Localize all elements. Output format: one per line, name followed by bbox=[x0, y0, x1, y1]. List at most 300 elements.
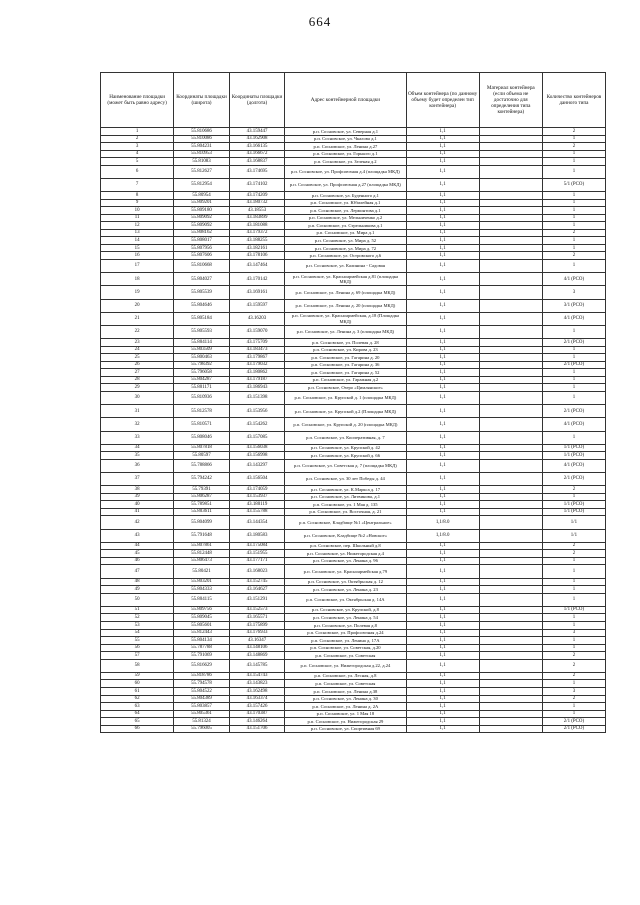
table-row bbox=[101, 260, 606, 273]
cell-volume: 1,1 bbox=[406, 493, 479, 501]
cell-count: 1/1 (РСО) bbox=[542, 508, 605, 516]
cell-count: 1/1 (РСО) bbox=[542, 501, 605, 509]
cell-address: р.п. Сосновское, ул. Мира д. 52 bbox=[285, 237, 406, 245]
cell-site-name: 52 bbox=[101, 614, 174, 622]
cell-longitude: 43.156998 bbox=[229, 452, 285, 460]
table-row bbox=[101, 273, 606, 286]
table-row bbox=[101, 158, 606, 166]
cell-address: р.п. Сосновское, ул. Ленина д. 17А bbox=[285, 637, 406, 645]
cell-volume: 1,1 bbox=[406, 501, 479, 509]
cell-latitude: 55.79391 bbox=[174, 486, 230, 494]
cell-longitude: 43.153956 bbox=[229, 405, 285, 418]
cell-site-name: 50 bbox=[101, 593, 174, 606]
cell-volume: 1,1 bbox=[406, 252, 479, 260]
cell-longitude: 43.151291 bbox=[229, 593, 285, 606]
cell-volume: 1,1 bbox=[406, 565, 479, 578]
cell-address: р.п. Сосновское, ул. Советская, д.20 bbox=[285, 644, 406, 652]
cell-latitude: 55.808046 bbox=[174, 431, 230, 444]
cell-site-name: 49 bbox=[101, 586, 174, 594]
cell-site-name: 31 bbox=[101, 405, 174, 418]
cell-volume: 1,1 bbox=[406, 444, 479, 452]
table-row bbox=[101, 550, 606, 558]
cell-volume: 1,1 bbox=[406, 486, 479, 494]
cell-volume: 1,1 bbox=[406, 557, 479, 565]
cell-site-name: 65 bbox=[101, 718, 174, 726]
cell-count: 4/1 (РСО) bbox=[542, 312, 605, 325]
cell-volume: 1,1 bbox=[406, 192, 479, 200]
cell-count: 1 bbox=[542, 557, 605, 565]
cell-site-name: 6 bbox=[101, 165, 174, 178]
cell-latitude: 55.804646 bbox=[174, 299, 230, 312]
cell-latitude: 55.803201 bbox=[174, 578, 230, 586]
cell-count: 2 bbox=[542, 143, 605, 151]
cell-address: р.п. Сосновское, ул. Чкалова д.1 bbox=[285, 135, 406, 143]
cell-address: р.п. Сосновское, ул. Красноармейская д.79 bbox=[285, 565, 406, 578]
cell-site-name: 10 bbox=[101, 207, 174, 215]
cell-longitude: 43.175899 bbox=[229, 621, 285, 629]
cell-material bbox=[479, 652, 542, 660]
table-row bbox=[101, 405, 606, 418]
cell-site-name: 53 bbox=[101, 621, 174, 629]
table-row bbox=[101, 376, 606, 384]
cell-volume: 1,1 bbox=[406, 606, 479, 614]
cell-site-name: 63 bbox=[101, 703, 174, 711]
cell-volume: 1,1 bbox=[406, 710, 479, 718]
table-row bbox=[101, 493, 606, 501]
cell-volume: 1,1 bbox=[406, 260, 479, 273]
cell-address: р.п. Сосновское, ул. Ленина д. 3 (площадка МКД) bbox=[285, 325, 406, 338]
cell-volume: 1,1 bbox=[406, 578, 479, 586]
cell-site-name: 24 bbox=[101, 346, 174, 354]
table-row bbox=[101, 629, 606, 637]
cell-site-name: 14 bbox=[101, 237, 174, 245]
table-row bbox=[101, 718, 606, 726]
cell-site-name: 56 bbox=[101, 644, 174, 652]
cell-address: р.п. Сосновское, пер. Школьный д.8 bbox=[285, 542, 406, 550]
cell-material bbox=[479, 260, 542, 273]
cell-longitude: 43.179032 bbox=[229, 361, 285, 369]
cell-latitude: 55.805361 bbox=[174, 710, 230, 718]
table-body bbox=[101, 128, 606, 733]
cell-material bbox=[479, 165, 542, 178]
cell-address: р.п. Сосновское, ул. Кооперативная, д. 7 bbox=[285, 431, 406, 444]
table-row bbox=[101, 614, 606, 622]
cell-latitude: 55.810668 bbox=[174, 260, 230, 273]
cell-material bbox=[479, 325, 542, 338]
cell-volume: 1,1 bbox=[406, 637, 479, 645]
cell-address: р.п. Сосновское, ул. Лермонтова д.1 bbox=[285, 207, 406, 215]
cell-latitude: 55.81324 bbox=[174, 718, 230, 726]
cell-volume: 1,1 bbox=[406, 659, 479, 672]
cell-volume: 1,1 bbox=[406, 128, 479, 136]
cell-longitude: 43.170387 bbox=[229, 710, 285, 718]
cell-count: 1 bbox=[542, 135, 605, 143]
cell-count: 4/1 (РСО) bbox=[542, 273, 605, 286]
table-row bbox=[101, 672, 606, 680]
cell-count: 3/1 (РСО) bbox=[542, 299, 605, 312]
cell-latitude: 55.812443 bbox=[174, 629, 230, 637]
cell-volume: 1,1 bbox=[406, 586, 479, 594]
cell-site-name: 33 bbox=[101, 431, 174, 444]
cell-longitude: 43.159447 bbox=[229, 128, 285, 136]
header-address: Адрес контейнерной площадки bbox=[285, 73, 406, 128]
cell-count: 2 bbox=[542, 252, 605, 260]
cell-volume: 1,1 bbox=[406, 376, 479, 384]
cell-volume: 1,1 bbox=[406, 652, 479, 660]
table-row bbox=[101, 214, 606, 222]
cell-address: р.п. Сосновское, ул. Калинина - Садовая bbox=[285, 260, 406, 273]
cell-site-name: 66 bbox=[101, 725, 174, 733]
cell-latitude: 55.794242 bbox=[174, 473, 230, 486]
cell-volume: 1,1 bbox=[406, 229, 479, 237]
cell-address: р.п. Сосновское, ул. Нижегородская 29 bbox=[285, 718, 406, 726]
cell-count: 1/1 bbox=[542, 529, 605, 542]
cell-longitude: 43.181088 bbox=[229, 222, 285, 230]
cell-latitude: 55.806473 bbox=[174, 557, 230, 565]
cell-volume: 1,1 bbox=[406, 312, 479, 325]
cell-count: 2 bbox=[542, 486, 605, 494]
cell-material bbox=[479, 473, 542, 486]
cell-latitude: 55.805601 bbox=[174, 621, 230, 629]
cell-latitude: 55.787788 bbox=[174, 644, 230, 652]
table-row bbox=[101, 286, 606, 299]
cell-material bbox=[479, 672, 542, 680]
table-row bbox=[101, 687, 606, 695]
cell-material bbox=[479, 312, 542, 325]
table-row bbox=[101, 452, 606, 460]
cell-material bbox=[479, 493, 542, 501]
cell-address: р.п. Сосновское, ул. Мира д.1 bbox=[285, 229, 406, 237]
cell-address: р.п. Сосновское, ул. Ленина д.27 bbox=[285, 143, 406, 151]
cell-volume: 1,1 bbox=[406, 346, 479, 354]
cell-volume: 1,1/8.0 bbox=[406, 529, 479, 542]
cell-material bbox=[479, 354, 542, 362]
cell-count: 1 bbox=[542, 644, 605, 652]
cell-site-name: 23 bbox=[101, 339, 174, 347]
table-row bbox=[101, 199, 606, 207]
cell-latitude: 55.804134 bbox=[174, 637, 230, 645]
cell-address: р.п. Сосновское, ул. Северная д.1 bbox=[285, 128, 406, 136]
cell-material bbox=[479, 695, 542, 703]
cell-count: 1 bbox=[542, 586, 605, 594]
cell-longitude: 43.159070 bbox=[229, 325, 285, 338]
cell-count: 1/1 bbox=[542, 516, 605, 529]
cell-count: 5/1 (РСО) bbox=[542, 178, 605, 191]
cell-count: 2/1 (РСО) bbox=[542, 361, 605, 369]
table-row bbox=[101, 578, 606, 586]
cell-material bbox=[479, 586, 542, 594]
cell-site-name: 62 bbox=[101, 695, 174, 703]
cell-count: 2 bbox=[542, 128, 605, 136]
cell-count: 3 bbox=[542, 687, 605, 695]
header-latitude: Координаты площадки (широта) bbox=[174, 73, 230, 128]
cell-longitude: 43.153937 bbox=[229, 493, 285, 501]
cell-volume: 1,1 bbox=[406, 199, 479, 207]
cell-volume: 1,1 bbox=[406, 299, 479, 312]
cell-count: 1 bbox=[542, 493, 605, 501]
cell-latitude: 55.80421 bbox=[174, 565, 230, 578]
table-row bbox=[101, 192, 606, 200]
cell-volume: 1,1 bbox=[406, 431, 479, 444]
table-row bbox=[101, 391, 606, 404]
cell-site-name: 26 bbox=[101, 361, 174, 369]
cell-longitude: 43.177171 bbox=[229, 557, 285, 565]
cell-count: 2 bbox=[542, 659, 605, 672]
cell-site-name: 32 bbox=[101, 418, 174, 431]
cell-count: 2 bbox=[542, 672, 605, 680]
cell-material bbox=[479, 725, 542, 733]
cell-longitude: 43.152745 bbox=[229, 578, 285, 586]
table-row bbox=[101, 325, 606, 338]
table-row bbox=[101, 680, 606, 688]
cell-count: 1/1 (РСО) bbox=[542, 606, 605, 614]
cell-longitude: 43.176933 bbox=[229, 629, 285, 637]
cell-site-name: 13 bbox=[101, 229, 174, 237]
cell-address: р.п. Сосновское, ул. Крупской, д.8 bbox=[285, 606, 406, 614]
cell-site-name: 9 bbox=[101, 199, 174, 207]
table-row bbox=[101, 459, 606, 472]
cell-latitude: 55.805539 bbox=[174, 286, 230, 299]
table-row bbox=[101, 143, 606, 151]
cell-material bbox=[479, 687, 542, 695]
cell-longitude: 43.156038 bbox=[229, 444, 285, 452]
header-count: Количество контейнеров данного типа bbox=[542, 73, 605, 128]
cell-volume: 1,1 bbox=[406, 672, 479, 680]
cell-volume: 1,1 bbox=[406, 150, 479, 158]
cell-volume: 1,1 bbox=[406, 629, 479, 637]
table-row bbox=[101, 346, 606, 354]
cell-count: 1 bbox=[542, 346, 605, 354]
cell-volume: 1,1 bbox=[406, 593, 479, 606]
cell-volume: 1,1 bbox=[406, 621, 479, 629]
cell-site-name: 3 bbox=[101, 143, 174, 151]
cell-longitude: 43.16347 bbox=[229, 637, 285, 645]
cell-volume: 1,1 bbox=[406, 178, 479, 191]
cell-latitude: 55.804231 bbox=[174, 143, 230, 151]
cell-material bbox=[479, 718, 542, 726]
cell-volume: 1,1 bbox=[406, 418, 479, 431]
cell-count: 1 bbox=[542, 325, 605, 338]
cell-material bbox=[479, 369, 542, 377]
cell-material bbox=[479, 659, 542, 672]
cell-site-name: 55 bbox=[101, 637, 174, 645]
cell-address: р.п. Сосновское, ул. Ленина д. 20 (площадка МКД) bbox=[285, 299, 406, 312]
cell-latitude: 55.798392 bbox=[174, 361, 230, 369]
cell-longitude: 43.162908 bbox=[229, 135, 285, 143]
table-row bbox=[101, 508, 606, 516]
cell-site-name: 36 bbox=[101, 459, 174, 472]
header-volume: Объем контейнера (по данному объему будет определен тип контейнера) bbox=[406, 73, 479, 128]
cell-longitude: 43.151706 bbox=[229, 725, 285, 733]
cell-material bbox=[479, 135, 542, 143]
cell-volume: 1,1 bbox=[406, 384, 479, 392]
cell-longitude: 43.144354 bbox=[229, 516, 285, 529]
cell-latitude: 55.804099 bbox=[174, 516, 230, 529]
cell-latitude: 55.800463 bbox=[174, 354, 230, 362]
table-row bbox=[101, 586, 606, 594]
cell-latitude: 55.812954 bbox=[174, 178, 230, 191]
cell-material bbox=[479, 529, 542, 542]
cell-latitude: 55.80954 bbox=[174, 192, 230, 200]
cell-material bbox=[479, 508, 542, 516]
cell-address: р.п. Сосновское, Кладбище №1 «Центральное» bbox=[285, 516, 406, 529]
cell-site-name: 17 bbox=[101, 260, 174, 273]
table-row bbox=[101, 606, 606, 614]
cell-site-name: 59 bbox=[101, 672, 174, 680]
cell-count: 3 bbox=[542, 629, 605, 637]
table-row bbox=[101, 593, 606, 606]
cell-latitude: 55.804115 bbox=[174, 593, 230, 606]
cell-volume: 1,1 bbox=[406, 703, 479, 711]
cell-longitude: 43.175709 bbox=[229, 339, 285, 347]
cell-volume: 1,1 bbox=[406, 542, 479, 550]
cell-longitude: 43.159597 bbox=[229, 299, 285, 312]
cell-material bbox=[479, 207, 542, 215]
cell-volume: 1,1 bbox=[406, 391, 479, 404]
cell-count: 2/1 (РСО) bbox=[542, 718, 605, 726]
container-sites-table bbox=[100, 72, 606, 733]
cell-address: р.п. Сосновское, Озеро «Цимлянское» bbox=[285, 384, 406, 392]
cell-volume: 1,1 bbox=[406, 473, 479, 486]
cell-material bbox=[479, 452, 542, 460]
header-longitude: Координаты площадки (долгота) bbox=[229, 73, 285, 128]
cell-latitude: 55.812578 bbox=[174, 405, 230, 418]
cell-address: р.п. Сосновское, ул. 30 лет Победы д. 44 bbox=[285, 473, 406, 486]
cell-address: р.п. Сосновское, ул. Крупской д. 1 (площадка МКД) bbox=[285, 391, 406, 404]
cell-volume: 1,1 bbox=[406, 244, 479, 252]
cell-address: р.п. Сосновское, ул. Гагарина д. 36 bbox=[285, 361, 406, 369]
cell-volume: 1,1 bbox=[406, 361, 479, 369]
table-row bbox=[101, 501, 606, 509]
cell-material bbox=[479, 158, 542, 166]
cell-address: р.п. Сосновское, ул. Крупской д.2 (Площадка МКД) bbox=[285, 405, 406, 418]
cell-volume: 1,1 bbox=[406, 143, 479, 151]
cell-material bbox=[479, 222, 542, 230]
cell-latitude: 55.804287 bbox=[174, 376, 230, 384]
cell-site-name: 11 bbox=[101, 214, 174, 222]
cell-material bbox=[479, 339, 542, 347]
cell-site-name: 35 bbox=[101, 452, 174, 460]
cell-site-name: 43 bbox=[101, 529, 174, 542]
cell-material bbox=[479, 703, 542, 711]
cell-material bbox=[479, 710, 542, 718]
table-row bbox=[101, 312, 606, 325]
cell-latitude: 55.810086 bbox=[174, 135, 230, 143]
cell-address: р.п. Сосновское, ул. Крупской д. 20 (площадка МКД) bbox=[285, 418, 406, 431]
cell-address: р.п. Сосновское, ул. Буденного д.1 bbox=[285, 192, 406, 200]
cell-latitude: 55.788866 bbox=[174, 459, 230, 472]
cell-volume: 1,1 bbox=[406, 614, 479, 622]
cell-longitude: 43.16203 bbox=[229, 312, 285, 325]
cell-address: р.п. Сосновское, ул. Нижегородская д.4 bbox=[285, 550, 406, 558]
table-row bbox=[101, 135, 606, 143]
cell-count: 1 bbox=[542, 192, 605, 200]
cell-site-name: 20 bbox=[101, 299, 174, 312]
cell-material bbox=[479, 486, 542, 494]
cell-volume: 1,1 bbox=[406, 222, 479, 230]
table-row bbox=[101, 703, 606, 711]
cell-address: р.п. Сосновское, ул. Профсоюзная д.27 (площадка МКД) bbox=[285, 178, 406, 191]
cell-material bbox=[479, 237, 542, 245]
cell-address: р.п. Сосновское, ул. Стрельникова д.1 bbox=[285, 222, 406, 230]
cell-latitude: 55.794578 bbox=[174, 680, 230, 688]
cell-volume: 1,1 bbox=[406, 644, 479, 652]
cell-address: р.п. Сосновское, ул. 1 Мая 18 bbox=[285, 710, 406, 718]
cell-volume: 1,1 bbox=[406, 452, 479, 460]
cell-count: 1 bbox=[542, 703, 605, 711]
cell-address: р.п. Сосновское, ул. Восточная, д. 21 bbox=[285, 508, 406, 516]
cell-longitude: 43.164627 bbox=[229, 586, 285, 594]
cell-material bbox=[479, 214, 542, 222]
table-row bbox=[101, 369, 606, 377]
cell-material bbox=[479, 252, 542, 260]
cell-count: 1 bbox=[542, 244, 605, 252]
cell-material bbox=[479, 361, 542, 369]
cell-material bbox=[479, 501, 542, 509]
cell-longitude: 43.157085 bbox=[229, 431, 285, 444]
cell-material bbox=[479, 286, 542, 299]
cell-volume: 1,1/8.0 bbox=[406, 516, 479, 529]
cell-material bbox=[479, 578, 542, 586]
cell-latitude: 55.789851 bbox=[174, 501, 230, 509]
cell-material bbox=[479, 565, 542, 578]
cell-site-name: 5 bbox=[101, 158, 174, 166]
cell-longitude: 43.180732 bbox=[229, 199, 285, 207]
cell-address: р.п. Сосновское, ул. Мира д. 72 bbox=[285, 244, 406, 252]
cell-address: р.п. Сосновское, ул. Красноармейская, д.18 (Площадка МКД) bbox=[285, 312, 406, 325]
cell-longitude: 43.169161 bbox=[229, 286, 285, 299]
cell-site-name: 28 bbox=[101, 376, 174, 384]
cell-volume: 1,1 bbox=[406, 207, 479, 215]
cell-address: р.п. Сосновское, ул. Гагарина д. 20 bbox=[285, 354, 406, 362]
cell-latitude: 55.810571 bbox=[174, 418, 230, 431]
cell-count: 1/1 (РСО) bbox=[542, 452, 605, 460]
table-row bbox=[101, 644, 606, 652]
cell-address: р.п. Сосновское, ул. Полевая д. 28 bbox=[285, 339, 406, 347]
cell-count: 2/1 (РСО) bbox=[542, 405, 605, 418]
cell-longitude: 43.165571 bbox=[229, 614, 285, 622]
cell-address: р.п. Сосновское, ул. Октябрьская д. 12 bbox=[285, 578, 406, 586]
cell-site-name: 34 bbox=[101, 444, 174, 452]
cell-material bbox=[479, 680, 542, 688]
cell-latitude: 55.803857 bbox=[174, 703, 230, 711]
cell-volume: 1,1 bbox=[406, 354, 479, 362]
cell-material bbox=[479, 150, 542, 158]
cell-longitude: 43.166672 bbox=[229, 150, 285, 158]
cell-latitude: 55.796058 bbox=[174, 369, 230, 377]
table-row bbox=[101, 621, 606, 629]
cell-site-name: 37 bbox=[101, 473, 174, 486]
cell-count: 1 bbox=[542, 376, 605, 384]
table-row bbox=[101, 473, 606, 486]
cell-address: р.п. Сосновское, ул. Спортивная 69 bbox=[285, 725, 406, 733]
cell-address: р.п. Сосновское, ул. Юбилейная д.1 bbox=[285, 199, 406, 207]
cell-longitude: 43.155788 bbox=[229, 508, 285, 516]
cell-site-name: 30 bbox=[101, 391, 174, 404]
cell-longitude: 43.174059 bbox=[229, 486, 285, 494]
cell-address: р.п. Сосновское, ул. Гаражная д.2 bbox=[285, 376, 406, 384]
cell-address: р.п. Сосновское, ул. Зеленая д.2 bbox=[285, 158, 406, 166]
cell-longitude: 43.143823 bbox=[229, 680, 285, 688]
cell-site-name: 1 bbox=[101, 128, 174, 136]
cell-site-name: 47 bbox=[101, 565, 174, 578]
cell-latitude: 55.804027 bbox=[174, 273, 230, 286]
page-number: 664 bbox=[308, 14, 332, 29]
cell-count: 2 bbox=[542, 695, 605, 703]
cell-latitude: 55.805184 bbox=[174, 312, 230, 325]
cell-count: 1 bbox=[542, 354, 605, 362]
cell-longitude: 43.179187 bbox=[229, 376, 285, 384]
